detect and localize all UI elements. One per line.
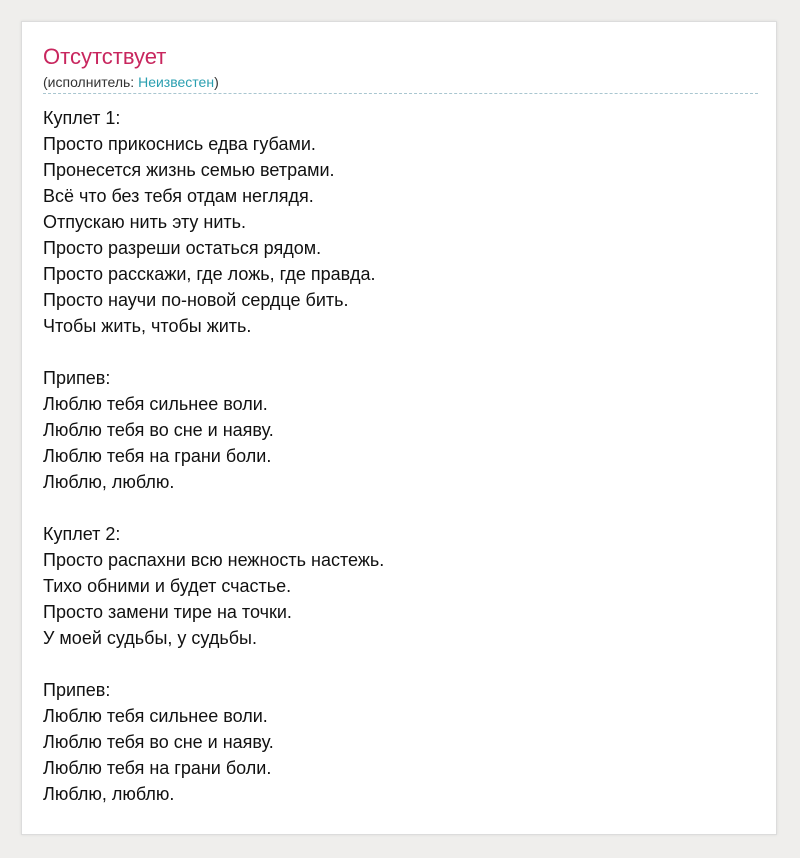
lyric-line: Просто научи по-новой сердце бить. — [43, 290, 349, 310]
lyric-line: Тихо обними и будет счастье. — [43, 576, 292, 596]
lyric-line: Всё что без тебя отдам неглядя. — [43, 186, 314, 206]
artist-suffix: ) — [214, 74, 219, 90]
lyric-line: Чтобы жить, чтобы жить. — [43, 316, 252, 336]
lyric-line: Просто разреши остаться рядом. — [43, 238, 322, 258]
song-title: Отсутствует — [43, 44, 167, 69]
lyric-line: Отпускаю нить эту нить. — [43, 212, 247, 232]
lyric-line: Люблю, люблю. — [43, 784, 175, 804]
lyric-line: Просто замени тире на точки. — [43, 602, 292, 622]
stanza-chorus-2 — [43, 677, 758, 807]
lyric-line: Люблю тебя сильнее воли. — [43, 394, 268, 414]
lyric-line: Люблю тебя во сне и наяву. — [43, 420, 274, 440]
lyric-line: Люблю тебя на грани боли. — [43, 446, 272, 466]
lyric-line: Люблю тебя на грани боли. — [43, 758, 272, 778]
artist-line — [43, 73, 219, 91]
stanza-verse-1 — [43, 105, 758, 339]
stanza-heading: Припев: — [43, 368, 111, 388]
stanza-chorus-1 — [43, 365, 758, 495]
lyric-line: Пронесется жизнь семью ветрами. — [43, 160, 335, 180]
stanza-heading: Куплет 2: — [43, 524, 121, 544]
lyric-line: Просто распахни всю нежность настежь. — [43, 550, 385, 570]
lyrics-body — [43, 105, 758, 833]
lyric-line: Люблю тебя во сне и наяву. — [43, 732, 274, 752]
title-divider — [43, 93, 758, 94]
lyric-line: Люблю, люблю. — [43, 472, 175, 492]
lyrics-card — [21, 21, 777, 835]
lyric-line: Просто прикоснись едва губами. — [43, 134, 316, 154]
artist-link[interactable]: Неизвестен — [138, 74, 215, 90]
stanza-verse-2 — [43, 521, 758, 651]
lyric-line: Люблю тебя сильнее воли. — [43, 706, 268, 726]
lyric-line: Просто расскажи, где ложь, где правда. — [43, 264, 376, 284]
lyric-line: У моей судьбы, у судьбы. — [43, 628, 257, 648]
stanza-heading: Припев: — [43, 680, 111, 700]
artist-prefix: (исполнитель: — [43, 74, 139, 90]
stanza-heading: Куплет 1: — [43, 108, 121, 128]
